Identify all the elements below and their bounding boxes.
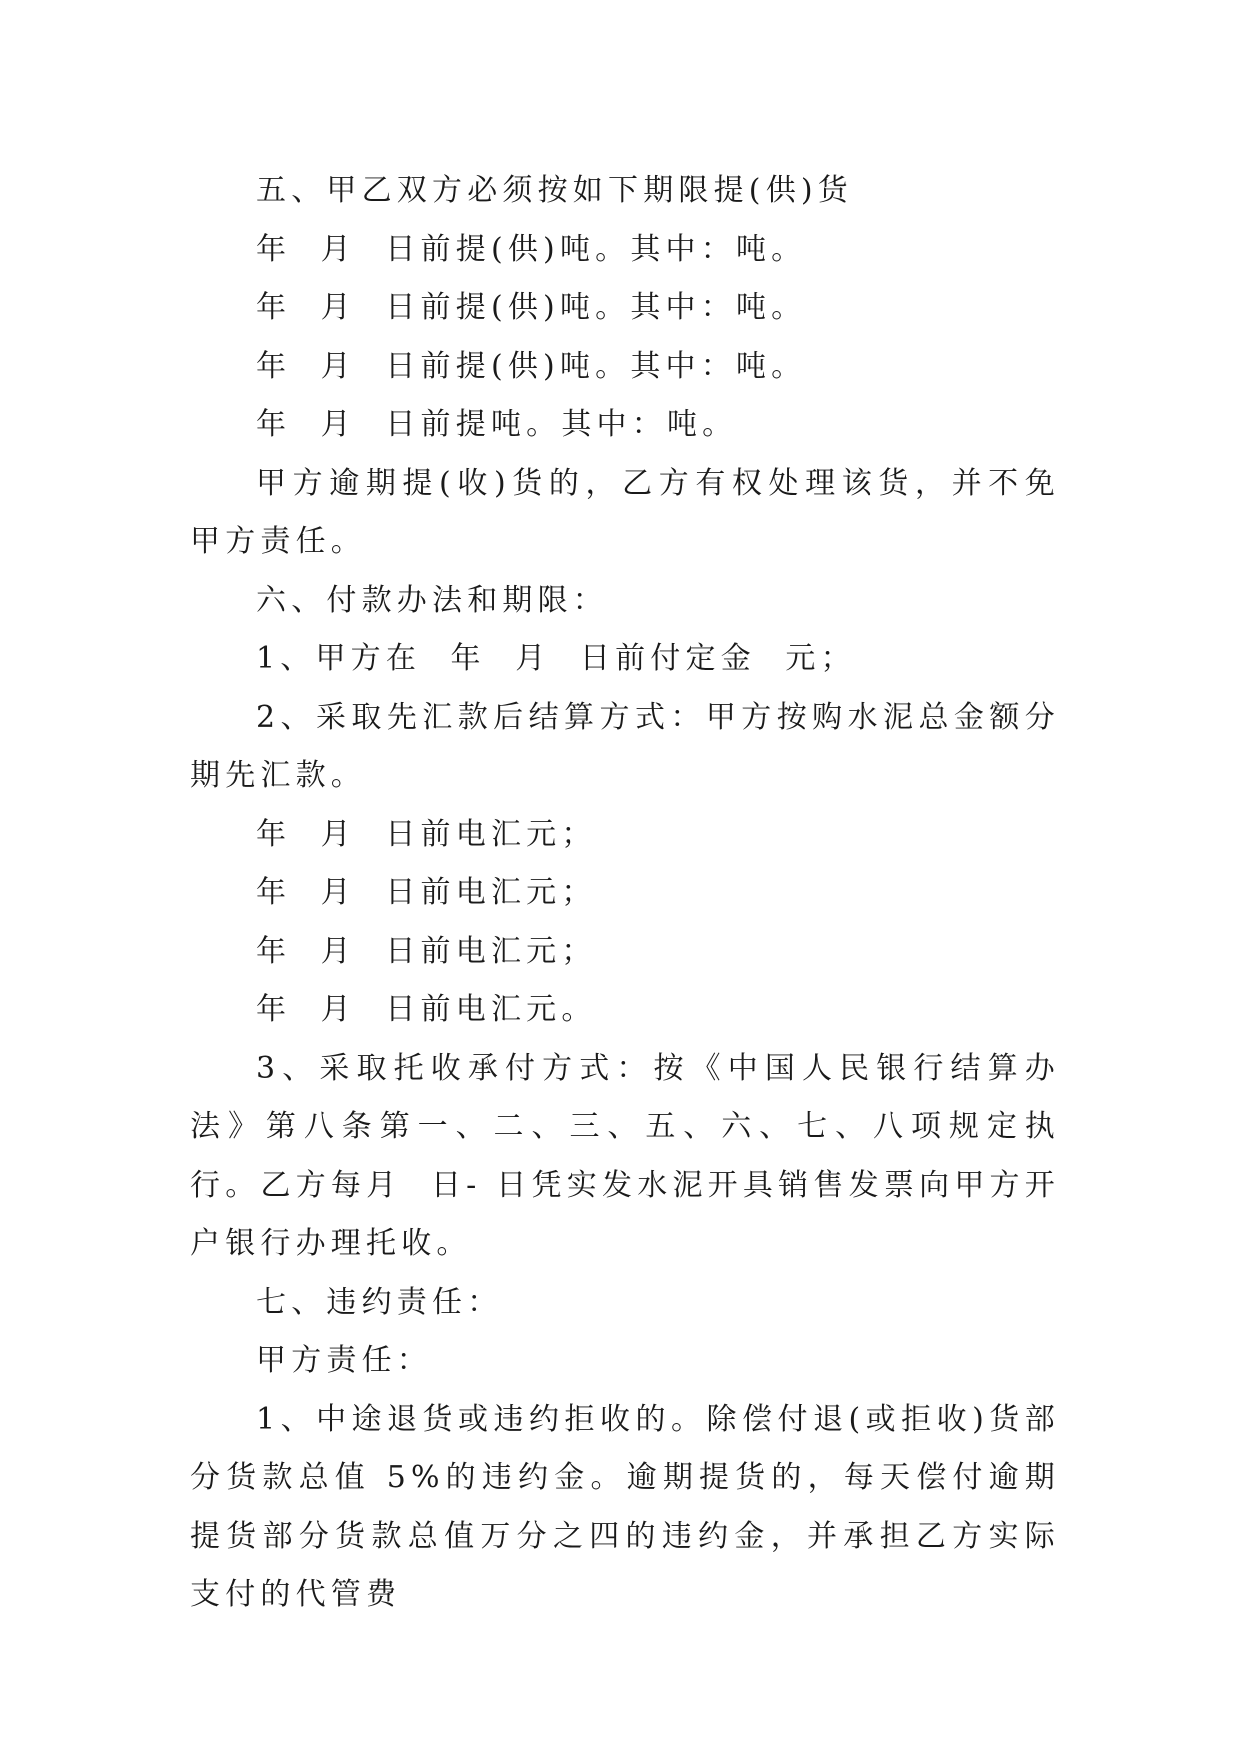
wire-transfer-line-1: 年 月 日前电汇元； xyxy=(256,816,597,852)
prepayment-clause: 2、采取先汇款后结算方式：甲方按购水泥总金额分期先汇款。 xyxy=(190,699,1060,793)
section-seven-heading: 七、违约责任： xyxy=(256,1284,503,1320)
collection-clause: 3、采取托收承付方式：按《中国人民银行结算办法》第八条第一、二、三、五、六、七、八项规定执行。乙方每月 日- 日凭实发水泥开具销售发票向甲方开户银行办理托收。 xyxy=(190,1050,1060,1261)
delivery-schedule-line-3: 年 月 日前提(供)吨。其中：吨。 xyxy=(256,348,807,384)
deposit-clause: 1、甲方在 年 月 日前付定金 元； xyxy=(256,641,856,676)
wire-transfer-line-3: 年 月 日前电汇元； xyxy=(256,933,597,969)
wire-transfer-line-2: 年 月 日前电汇元； xyxy=(256,875,597,910)
section-five-heading: 五、甲乙双方必须按如下期限提(供)货 xyxy=(256,173,854,208)
delivery-schedule-line-2: 年 月 日前提(供)吨。其中：吨。 xyxy=(256,290,807,325)
wire-transfer-line-4: 年 月 日前电汇元。 xyxy=(256,992,597,1027)
delivery-schedule-line-1: 年 月 日前提(供)吨。其中：吨。 xyxy=(256,231,807,267)
delivery-schedule-line-4: 年 月 日前提吨。其中：吨。 xyxy=(256,407,738,442)
section-six-heading: 六、付款办法和期限： xyxy=(256,582,608,618)
party-a-liability-heading: 甲方责任： xyxy=(256,1343,432,1378)
document-body xyxy=(190,162,1060,1625)
late-pickup-clause: 甲方逾期提(收)货的，乙方有权处理该货，并不免甲方责任。 xyxy=(190,465,1060,559)
breach-penalty-clause: 1、中途退货或违约拒收的。除偿付退(或拒收)货部分货款总值 5%的违约金。逾期提货的，每天偿付逾期提货部分货款总值万分之四的违约金，并承担乙方实际支付的代管费 xyxy=(190,1401,1060,1612)
